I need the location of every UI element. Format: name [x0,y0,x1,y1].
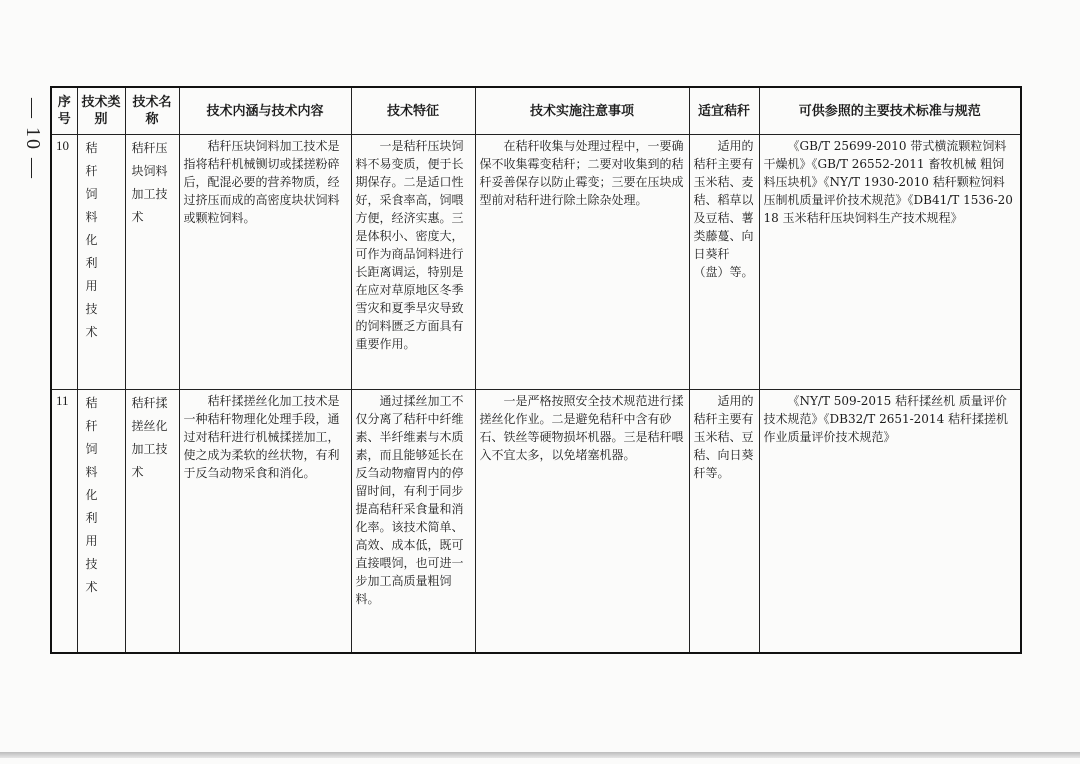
row-category: 秸秆饲料化利用技术 [77,390,125,654]
row-content: 秸秆揉搓丝化加工技术是一种秸秆物理化处理手段，通过对秸秆进行机械揉搓加工，使之成为柔软的丝状物，有利于反刍动物采食和消化。 [179,390,351,654]
header-features: 技术特征 [351,87,475,135]
row-tech-name: 秸秆揉搓丝化加工技术 [125,390,179,654]
table-row [51,390,1021,654]
row-straw: 适用的秸秆主要有玉米秸、麦秸、稻草以及豆秸、薯类藤蔓、向日葵秆（盘）等。 [689,135,759,390]
table-row [51,135,1021,390]
row-features: 一是秸秆压块饲料不易变质，便于长期保存。二是适口性好，采食率高，饲喂方便，经济实惠。三是体积小、密度大，可作为商品饲料进行长距离调运，特别是在应对草原地区冬季雪灾和夏季旱灾导致的饲料匮乏方面具有重要作用。 [351,135,475,390]
technology-table [50,86,1022,654]
page-number: — 10 — [22,98,44,180]
row-standards: 《GB/T 25699-2010 带式横流颗粒饲料干燥机》《GB/T 26552-2011 畜牧机械 粗饲料压块机》《NY/T 1930-2010 秸秆颗粒饲料压制机质量评价技术规范》《DB41/T 1536-2018 玉米秸秆压块饲料生产技术规程》 [759,135,1021,390]
row-content: 秸秆压块饲料加工技术是指将秸秆机械铡切或揉搓粉碎后，配混必要的营养物质，经过挤压而成的高密度块状饲料或颗粒饲料。 [179,135,351,390]
row-notes: 一是严格按照安全技术规范进行揉搓丝化作业。二是避免秸秆中含有砂石、铁丝等硬物损坏机器。三是秸秆喂入不宜太多，以免堵塞机器。 [475,390,689,654]
table-header-row [51,87,1021,135]
header-notes: 技术实施注意事项 [475,87,689,135]
header-name: 技术名称 [125,87,179,135]
page-bottom-edge [0,752,1080,758]
row-seq: 11 [51,390,77,654]
header-content: 技术内涵与技术内容 [179,87,351,135]
row-notes: 在秸秆收集与处理过程中，一要确保不收集霉变秸秆；二要对收集到的秸秆妥善保存以防止霉变；三要在压块成型前对秸秆进行除土除杂处理。 [475,135,689,390]
row-features: 通过揉丝加工不仅分离了秸秆中纤维素、半纤维素与木质素，而且能够延长在反刍动物瘤胃内的停留时间，有利于同步提高秸秆采食量和消化率。该技术简单、高效、成本低，既可直接喂饲，也可进一步加工高质量粗饲料。 [351,390,475,654]
row-category: 秸秆饲料化利用技术 [77,135,125,390]
row-straw: 适用的秸秆主要有玉米秸、豆秸、向日葵秆等。 [689,390,759,654]
row-tech-name: 秸秆压块饲料加工技术 [125,135,179,390]
row-seq: 10 [51,135,77,390]
header-category: 技术类别 [77,87,125,135]
header-seq: 序号 [51,87,77,135]
header-standards: 可供参照的主要技术标准与规范 [759,87,1021,135]
row-standards: 《NY/T 509-2015 秸秆揉丝机 质量评价技术规范》《DB32/T 2651-2014 秸秆揉搓机作业质量评价技术规范》 [759,390,1021,654]
header-straw: 适宜秸秆 [689,87,759,135]
